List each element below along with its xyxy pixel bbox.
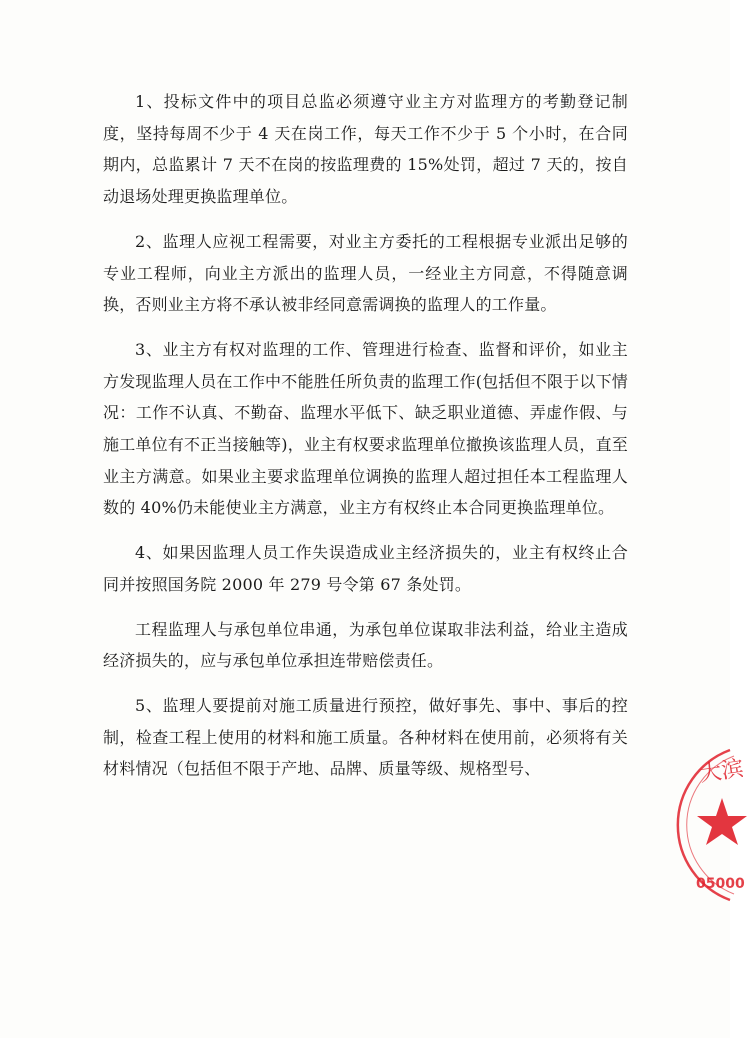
seal-icon	[690, 740, 750, 910]
paragraph-6: 5、监理人要提前对施工质量进行预控，做好事先、事中、事后的控制，检查工程上使用的材料和施工质量。各种材料在使用前，必须将有关材料情况（包括但不限于产地、品牌、质量等级、规格型号、	[103, 695, 628, 779]
paragraph-5: 工程监理人与承包单位串通，为承包单位谋取非法利益，给业主造成经济损失的，应与承包单位承担连带赔偿责任。	[103, 619, 628, 671]
seal-text-top: 大滨	[698, 756, 746, 788]
paragraph-3: 3、业主方有权对监理的工作、管理进行检查、监督和评价，如业主方发现监理人员在工作中不能胜任所负责的监理工作(包括但不限于以下情况：工作不认真、不勤奋、监理水平低下、缺乏职业道德、弄虚作假、与施工单位有不正当接触等)，业主有权要求监理单位撤换该监理人员，直至业主方满意。如果业主要求监理单位调换的监理人超过担任本工程监理人数的 40%仍未能使业主方满意，业主方有权终止本合同更换监理单位。	[103, 339, 628, 518]
document-body	[103, 86, 628, 785]
paragraph-2: 2、监理人应视工程需要，对业主方委托的工程根据专业派出足够的专业工程师，向业主方派出的监理人员，一经业主方同意，不得随意调换，否则业主方将不承认被非经同意需调换的监理人的工作量。	[103, 231, 628, 315]
seal-text-bottom: 05000	[696, 876, 745, 892]
paragraph-4: 4、如果因监理人员工作失误造成业主经济损失的，业主有权终止合同并按照国务院 2000 年 279 号令第 67 条处罚。	[103, 543, 628, 594]
paragraph-1: 1、投标文件中的项目总监必须遵守业主方对监理方的考勤登记制度，坚持每周不少于 4 天在岗工作，每天工作不少于 5 个小时，在合同期内，总监累计 7 天不在岗的按监理费的 15%处罚，超过 7 天的，按自动退场处理更换监理单位。	[103, 92, 628, 207]
red-seal-stamp	[690, 740, 750, 910]
